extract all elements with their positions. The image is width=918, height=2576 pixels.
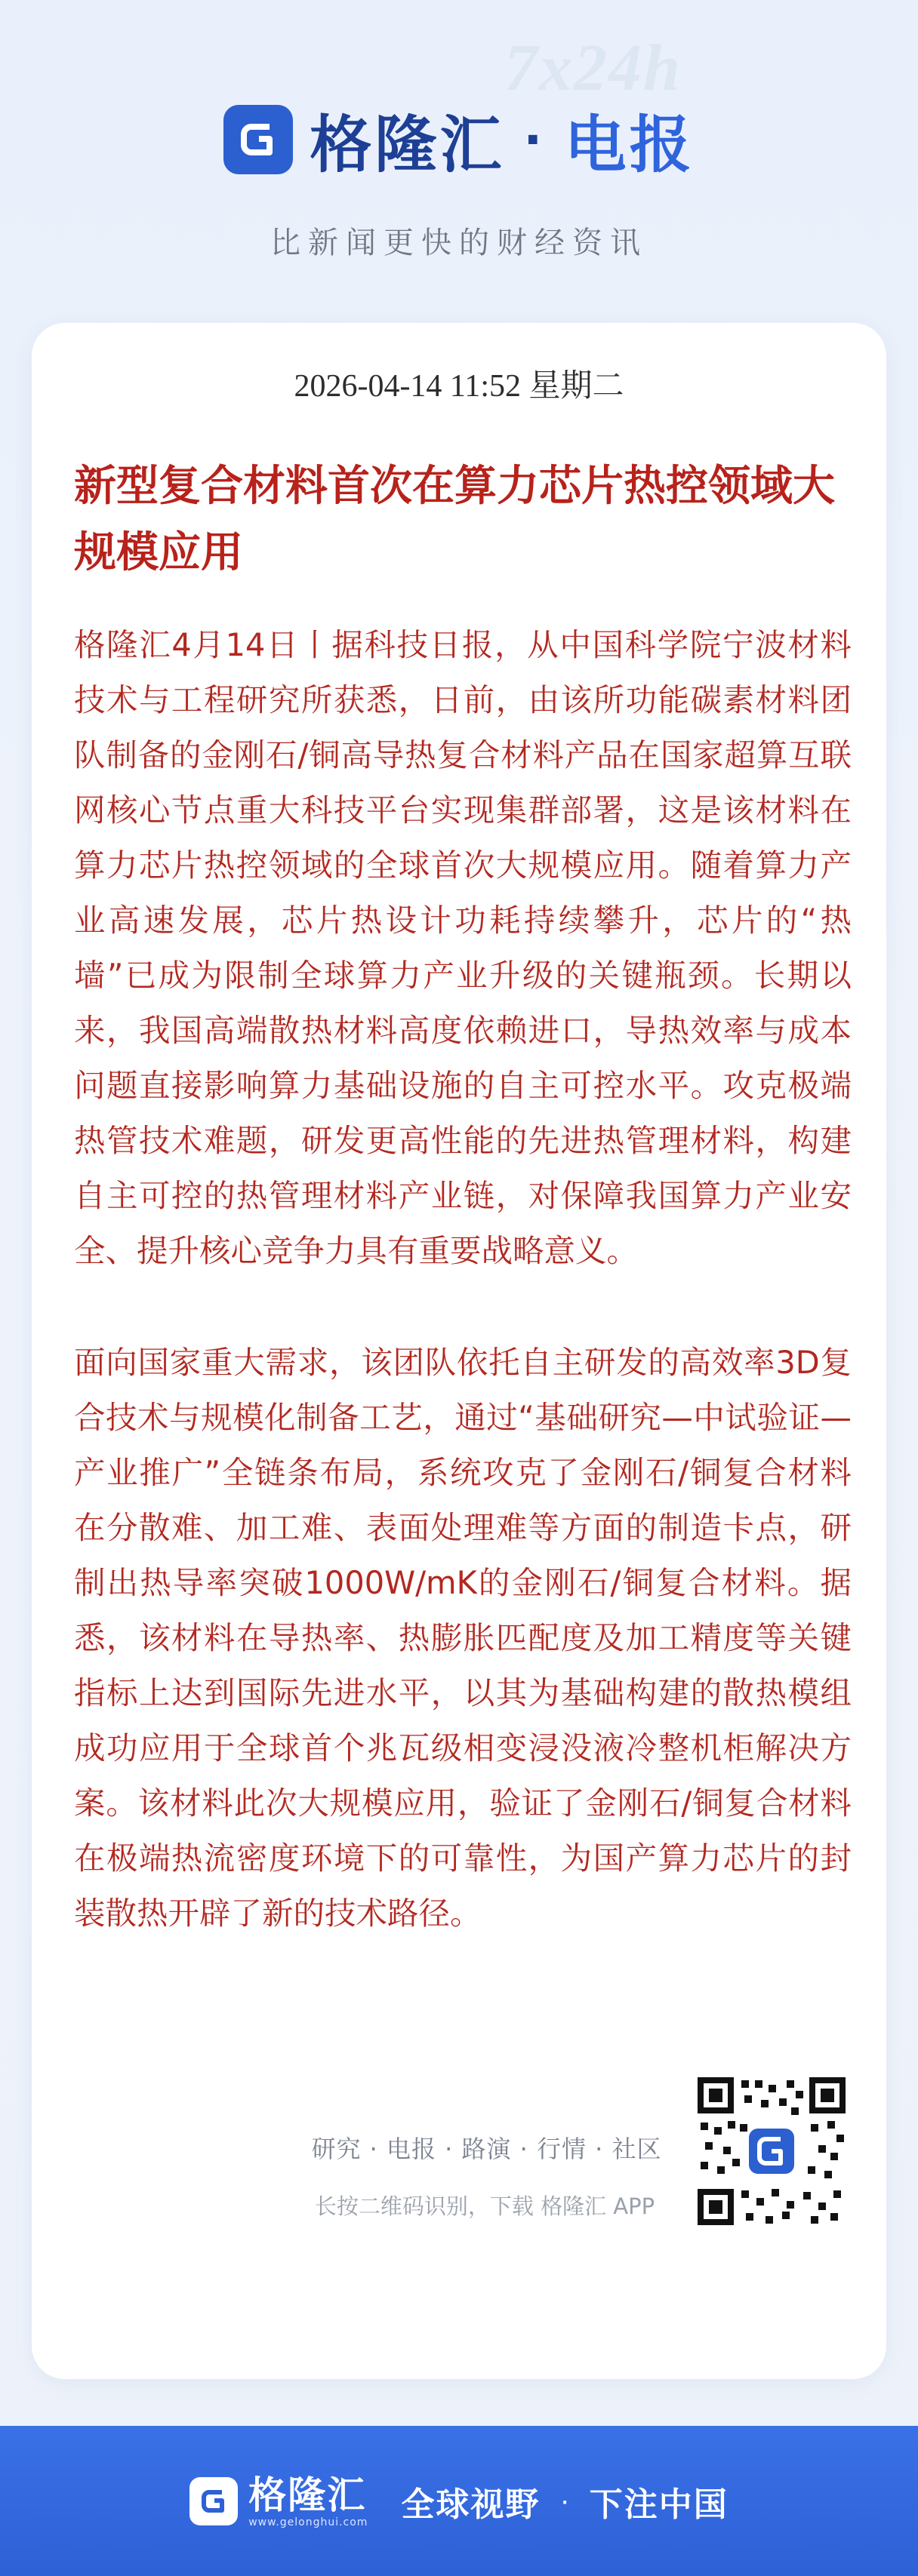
article-title: 新型复合材料首次在算力芯片热控领域大规模应用: [74, 461, 835, 577]
header-slogan: 比新闻更快的财经资讯: [270, 226, 648, 260]
article-body: [74, 617, 852, 1997]
bottom-slogan-separator: ·: [559, 2484, 570, 2517]
bottom-slogan-left: 全球视野: [401, 2485, 541, 2524]
brand-header: [0, 91, 918, 189]
gelonghui-logo-icon: [223, 105, 293, 174]
qr-code-icon[interactable]: [698, 2077, 846, 2225]
brand-tag: 电报: [564, 109, 695, 181]
watermark-7x24h: 7x24h: [504, 32, 682, 105]
bottom-brand-name: 格隆汇: [248, 2473, 367, 2517]
article-datetime: 2026-04-14 11:52 星期二: [294, 369, 624, 404]
brand-separator: ·: [524, 105, 545, 174]
footer-links: 研究 · 电报 · 路演 · 行情 · 社区: [311, 2135, 662, 2163]
article-paragraph: 格隆汇4月14日丨据科技日报，从中国科学院宁波材料技术与工程研究所获悉，日前，由该所功能碳素材料团队制备的金刚石/铜高导热复合材料产品在国家超算互联网核心节点重大科技平台实现集群部署，这是该材料在算力芯片热控领域的全球首次大规模应用。随着算力产业高速发展，芯片热设计功耗持续攀升，芯片的“热墙”已成为限制全球算力产业升级的关键瓶颈。长期以来，我国高端散热材料高度依赖进口，导热效率与成本问题直接影响算力基础设施的自主可控水平。攻克极端热管技术难题，研发更高性能的先进热管理材料，构建自主可控的热管理材料产业链，对保障我国算力产业安全、提升核心竞争力具有重要战略意义。: [74, 626, 852, 1269]
footer-download-hint: 长按二维码识别，下载 格隆汇 APP: [314, 2193, 655, 2219]
brand-name: 格隆汇: [310, 109, 505, 181]
bottom-slogan-right: 下注中国: [589, 2485, 729, 2524]
bottom-brand: [248, 2474, 368, 2528]
gelonghui-logo-icon: [189, 2477, 238, 2525]
bottom-brand-band: [0, 2426, 918, 2576]
bottom-brand-domain: www.gelonghui.com: [248, 2516, 368, 2528]
article-card: [32, 323, 886, 2379]
article-paragraph: 面向国家重大需求，该团队依托自主研发的高效率3D复合技术与规模化制备工艺，通过“基础研究—中试验证—产业推广”全链条布局，系统攻克了金刚石/铜复合材料在分散难、加工难、表面处理难等方面的制造卡点，研制出热导率突破1000W/mK的金刚石/铜复合材料。据悉，该材料在导热率、热膨胀匹配度及加工精度等关键指标上达到国际先进水平，以其为基础构建的散热模组成功应用于全球首个兆瓦级相变浸没液冷整机柜解决方案。该材料此次大规模应用，验证了金刚石/铜复合材料在极端热流密度环境下的可靠性，为国产算力芯片的封装散热开辟了新的技术路径。: [74, 1344, 852, 1932]
